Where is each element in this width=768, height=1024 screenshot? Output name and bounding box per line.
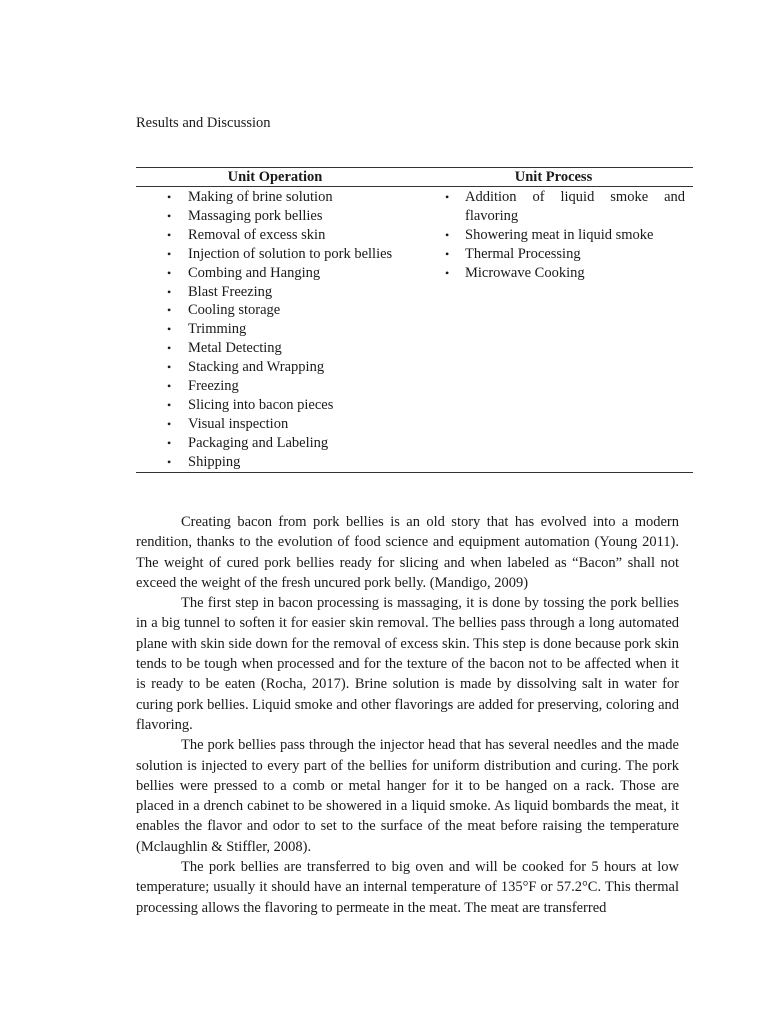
bullet-icon: • (167, 265, 172, 280)
unit-operation-cell (136, 187, 414, 473)
unit-operation-item-text: Removal of excess skin (188, 226, 326, 243)
unit-process-item-text: Microwave Cooking (465, 264, 585, 281)
unit-process-item (414, 264, 693, 283)
discussion-body (136, 512, 679, 918)
unit-process-item (414, 245, 693, 264)
unit-operation-item-text: Metal Detecting (188, 340, 282, 357)
unit-operation-item (136, 226, 414, 245)
unit-operation-item (136, 339, 414, 358)
unit-operations-table (136, 167, 693, 473)
bullet-icon: • (167, 360, 172, 375)
unit-operation-item-text: Making of brine solution (188, 189, 333, 205)
body-paragraph: The first step in bacon processing is massaging, it is done by tossing the pork bellies in a big tunnel to soften it for easier skin removal. The bellies pass through a long automated plane with skin side down for the removal of excess skin. This step is done because pork skin tends to be tough when processed and for the texture of the bacon not to be affected when it is ready to be eaten (Rocha, 2017). Brine solution is made by dissolving salt in water for curing pork bellies. Liquid smoke and other flavorings are added for preserving, coloring and flavoring. (136, 595, 679, 733)
unit-operation-item-text: Injection of solution to pork bellies (188, 245, 393, 262)
unit-process-cell (414, 187, 693, 473)
unit-operation-list (136, 188, 414, 472)
body-paragraph: The pork bellies pass through the injector head that has several needles and the made solution is injected to every part of the bellies for uniform distribution and curing. The pork bellies were pressed to a comb or metal hanger for it to be hanged on a rack. Those are placed in a drench cabinet to be showered in a liquid smoke. As liquid bombards the meat, it enables the flavor and odor to set to the surface of the meat before raising the temperature (Mclaughlin & Stiffler, 2008). (136, 737, 679, 855)
table-header-row (136, 168, 693, 187)
bullet-icon: • (167, 454, 172, 469)
bullet-icon: • (167, 190, 172, 204)
unit-operation-item-text: Cooling storage (188, 302, 281, 319)
bullet-icon: • (167, 397, 172, 412)
bullet-icon: • (445, 190, 450, 204)
unit-process-item-text: Addition of liquid smoke and flavoring (465, 189, 685, 224)
column-header-unit-process: Unit Process (414, 168, 693, 187)
unit-operation-item (136, 320, 414, 339)
unit-process-list (414, 188, 693, 283)
unit-operation-item (136, 453, 414, 472)
bullet-icon: • (445, 246, 450, 261)
bullet-icon: • (167, 322, 172, 337)
unit-operation-item-text: Blast Freezing (188, 283, 273, 300)
unit-operation-item-text: Slicing into bacon pieces (188, 396, 334, 413)
unit-process-item-text: Thermal Processing (465, 245, 581, 262)
bullet-icon: • (167, 341, 172, 356)
unit-operation-item (136, 188, 414, 207)
unit-operation-item (136, 245, 414, 264)
unit-operation-item-text: Massaging pork bellies (188, 207, 323, 224)
unit-operation-item (136, 264, 414, 283)
unit-operation-item (136, 207, 414, 226)
unit-operation-item-text: Freezing (188, 378, 239, 395)
unit-operation-item (136, 358, 414, 377)
body-paragraph: Creating bacon from pork bellies is an old story that has evolved into a modern rendition, thanks to the evolution of food science and equipment automation (Young 2011). The weight of cured pork bellies ready for slicing and when labeled as “Bacon” shall not exceed the weight of the fresh uncured pork belly. (Mandigo, 2009) (136, 514, 679, 591)
bullet-icon: • (167, 208, 172, 223)
bullet-icon: • (167, 227, 172, 242)
bullet-icon: • (167, 435, 172, 450)
bullet-icon: • (445, 265, 450, 280)
unit-operation-item (136, 434, 414, 453)
unit-operation-item (136, 396, 414, 415)
unit-operation-item (136, 415, 414, 434)
bullet-icon: • (167, 284, 172, 299)
unit-operation-item-text: Stacking and Wrapping (188, 359, 325, 376)
table-row (136, 187, 693, 473)
section-heading: Results and Discussion (136, 115, 271, 131)
unit-process-item-text: Showering meat in liquid smoke (465, 226, 654, 243)
unit-operation-item-text: Visual inspection (188, 415, 289, 432)
bullet-icon: • (167, 303, 172, 318)
unit-process-item (414, 188, 693, 226)
unit-process-item (414, 226, 693, 245)
unit-operation-item (136, 377, 414, 396)
unit-operation-item-text: Trimming (188, 321, 247, 338)
bullet-icon: • (167, 416, 172, 431)
unit-operation-item-text: Shipping (188, 453, 241, 470)
unit-operation-item-text: Packaging and Labeling (188, 434, 329, 451)
unit-operation-item (136, 283, 414, 302)
unit-operation-item-text: Combing and Hanging (188, 264, 321, 281)
body-paragraph: The pork bellies are transferred to big oven and will be cooked for 5 hours at low temperature; usually it should have an internal temperature of 135°F or 57.2°C. This thermal processing allows the flavoring to permeate in the meat. The meat are transferred (136, 859, 679, 916)
bullet-icon: • (445, 227, 450, 242)
bullet-icon: • (167, 379, 172, 394)
bullet-icon: • (167, 246, 172, 261)
unit-operation-item (136, 301, 414, 320)
column-header-unit-operation: Unit Operation (136, 168, 414, 187)
